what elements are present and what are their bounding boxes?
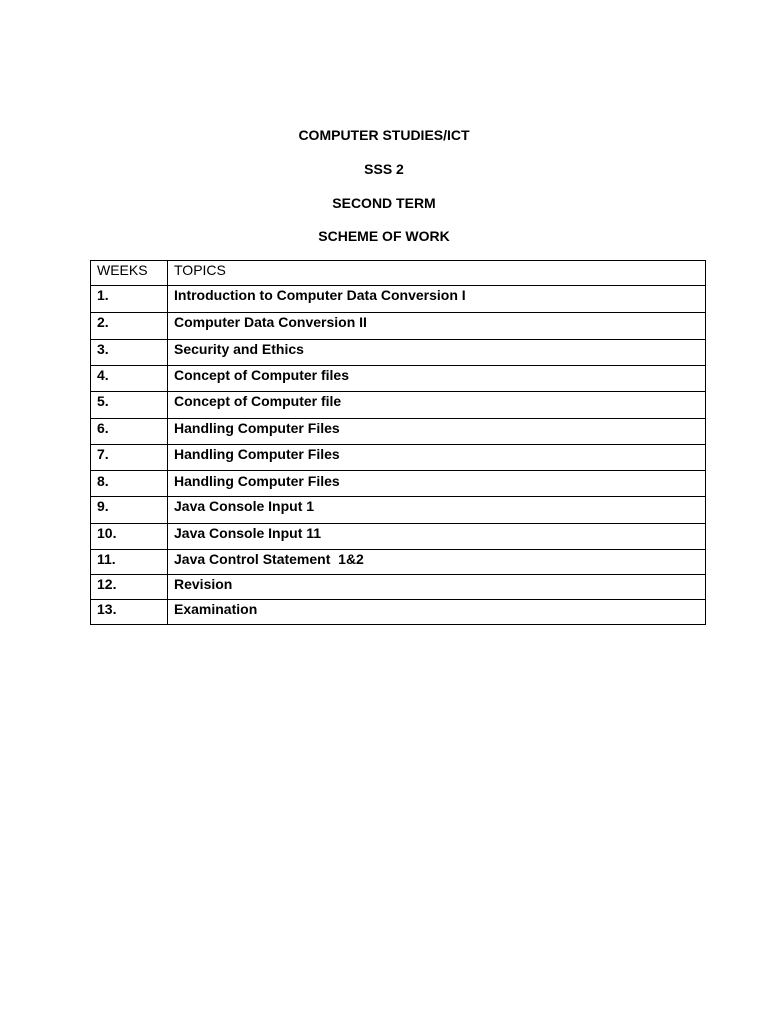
- table-row: [91, 392, 706, 419]
- topic-cell: Security and Ethics: [168, 340, 706, 366]
- week-cell: 3.: [91, 340, 168, 366]
- week-cell: 5.: [91, 392, 168, 419]
- table-row: [91, 524, 706, 550]
- table-row: [91, 445, 706, 471]
- topic-cell: Examination: [168, 600, 706, 625]
- class-title: SSS 2: [364, 161, 404, 177]
- topic-cell: Computer Data Conversion II: [168, 313, 706, 340]
- table-row: [91, 497, 706, 524]
- topic-cell: Concept of Computer files: [168, 366, 706, 392]
- subject-title: COMPUTER STUDIES/ICT: [298, 127, 470, 143]
- week-cell: 10.: [91, 524, 168, 550]
- topic-cell: Handling Computer Files: [168, 445, 706, 471]
- week-cell: 2.: [91, 313, 168, 340]
- topic-cell: Concept of Computer file: [168, 392, 706, 419]
- table-row: [91, 550, 706, 575]
- table-row: [91, 575, 706, 600]
- term-title: SECOND TERM: [332, 195, 436, 211]
- topic-cell: Java Control Statement 1&2: [168, 550, 706, 575]
- table-row: [91, 340, 706, 366]
- table-row: [91, 313, 706, 340]
- topic-cell: Handling Computer Files: [168, 471, 706, 497]
- scheme-of-work-table: [90, 260, 706, 625]
- week-cell: 13.: [91, 600, 168, 625]
- topic-cell: Introduction to Computer Data Conversion I: [168, 286, 706, 313]
- table-row: [91, 600, 706, 625]
- table-row: [91, 419, 706, 445]
- topic-cell: Handling Computer Files: [168, 419, 706, 445]
- week-cell: 12.: [91, 575, 168, 600]
- table-header-row: [91, 261, 706, 286]
- week-cell: 6.: [91, 419, 168, 445]
- table-row: [91, 366, 706, 392]
- week-cell: 9.: [91, 497, 168, 524]
- scheme-title: SCHEME OF WORK: [318, 228, 450, 244]
- topics-header: TOPICS: [168, 261, 706, 286]
- topic-cell: Java Console Input 11: [168, 524, 706, 550]
- week-cell: 8.: [91, 471, 168, 497]
- topic-cell: Java Console Input 1: [168, 497, 706, 524]
- weeks-header: WEEKS: [91, 261, 168, 286]
- week-cell: 4.: [91, 366, 168, 392]
- topic-cell: Revision: [168, 575, 706, 600]
- table-row: [91, 471, 706, 497]
- week-cell: 1.: [91, 286, 168, 313]
- week-cell: 11.: [91, 550, 168, 575]
- week-cell: 7.: [91, 445, 168, 471]
- table-row: [91, 286, 706, 313]
